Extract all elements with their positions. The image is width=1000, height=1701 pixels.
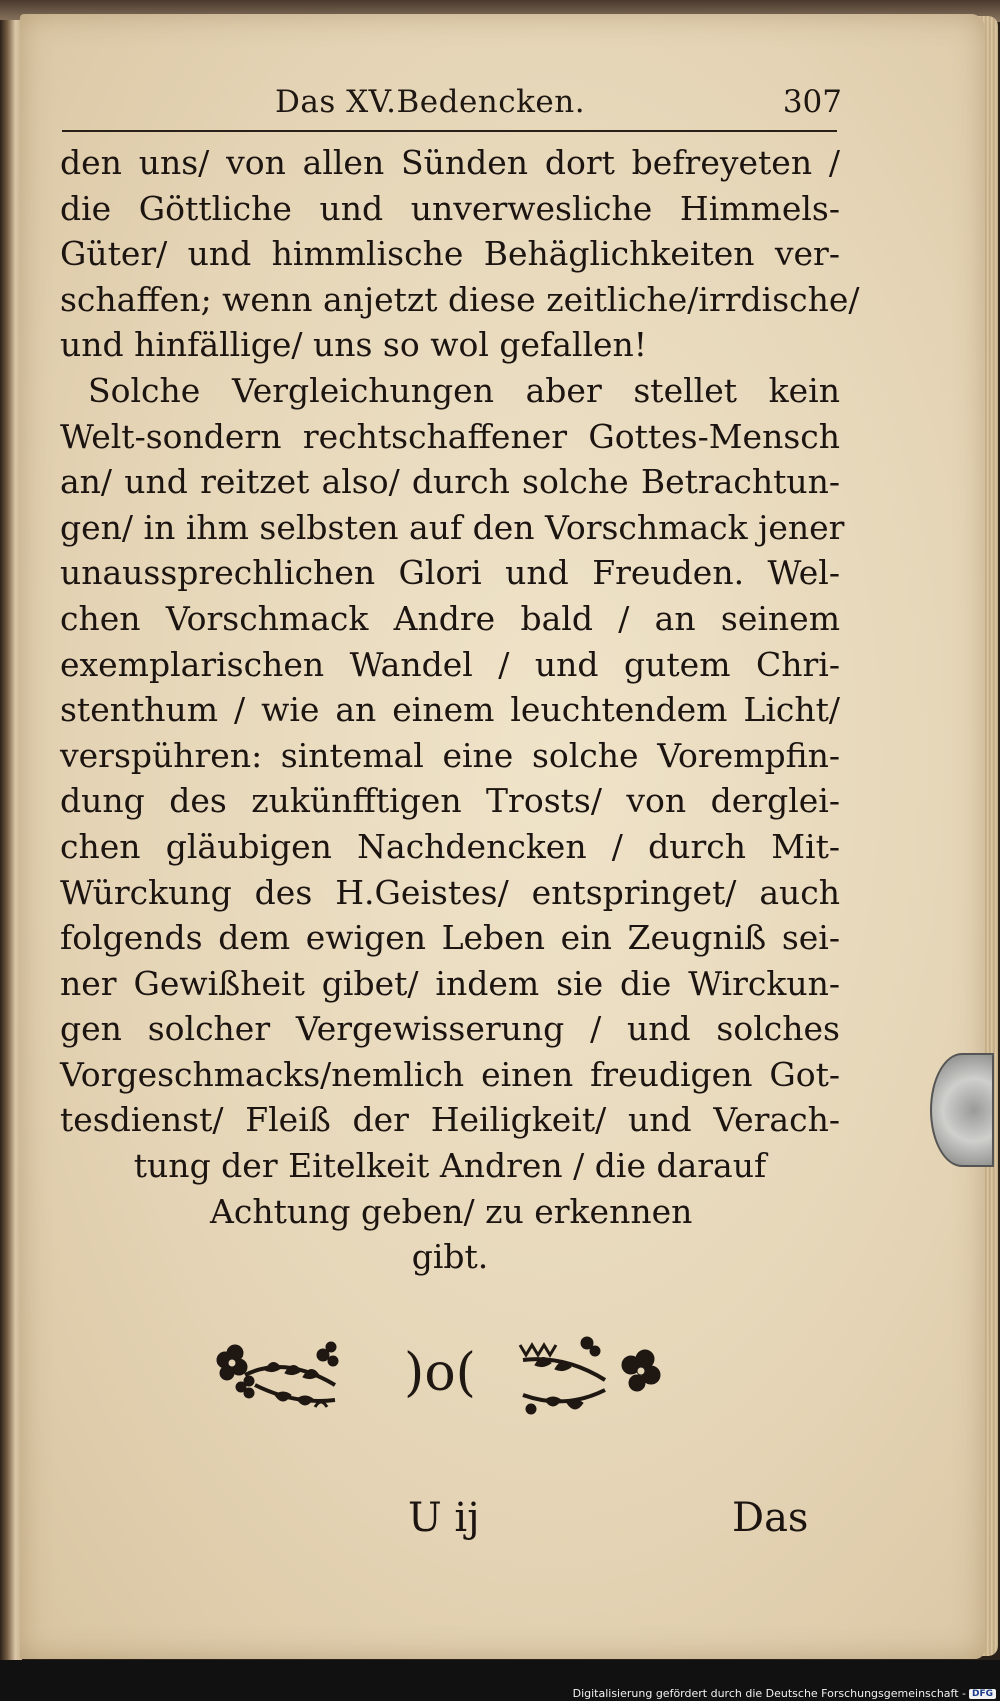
signature-mark: U ij — [408, 1495, 480, 1541]
text-line: gibt. — [411, 1237, 489, 1277]
text-line: und hinfällige/ uns so wol gefallen! — [60, 325, 648, 365]
text-line: ner Gewißheit gibet/ indem sie die Wirckun- — [60, 963, 840, 1003]
left-floral-icon — [217, 1342, 338, 1407]
body-text — [60, 140, 860, 1280]
book-binding-edge — [0, 20, 22, 1660]
text-line: Vorgeschmacks/nemlich einen freudigen Got- — [60, 1054, 840, 1094]
text-line: stenthum / wie an einem leuchtendem Licht/ — [60, 690, 840, 730]
text-line: an/ und reitzet also/ durch solche Betrachtun- — [60, 462, 840, 502]
text-line: dung des zukünfftigen Trosts/ von derglei- — [60, 781, 840, 821]
text-line: gen/ in ihm selbsten auf den Vorschmack jener — [60, 507, 845, 547]
metal-clip — [930, 1053, 994, 1167]
text-line: Solche Vergleichungen aber stellet kein — [88, 370, 840, 410]
dfg-logo-icon: DFG — [969, 1689, 996, 1699]
catchword: Das — [732, 1495, 809, 1541]
right-floral-icon — [520, 1337, 660, 1414]
digitization-credit — [573, 1686, 996, 1701]
page-header — [60, 84, 840, 136]
text-line: unaussprechlichen Glori und Freuden. Wel- — [60, 553, 840, 593]
text-line: exemplarischen Wandel / und gutem Chri- — [60, 644, 840, 684]
text-line: tesdienst/ Fleiß der Heiligkeit/ und Verach- — [60, 1100, 840, 1140]
text-line: chen Vorschmack Andre bald / an seinem — [60, 598, 840, 638]
text-line: Welt-sondern rechtschaffener Gottes-Mensch — [60, 416, 840, 456]
text-line: Achtung geben/ zu erkennen — [210, 1191, 693, 1231]
text-line: verspühren: sintemal eine solche Vorempfin- — [60, 735, 840, 775]
page-number: 307 — [782, 84, 842, 120]
text-line: gen solcher Vergewisserung / und solches — [60, 1009, 840, 1049]
header-rule — [62, 130, 837, 132]
ornament-center-text: )o( — [404, 1343, 476, 1403]
credit-text: Digitalisierung gefördert durch die Deutsche Forschungsgemeinschaft - — [572, 1687, 966, 1700]
text-line: tung der Eitelkeit Andren / die darauf — [133, 1146, 767, 1186]
text-line: folgends dem ewigen Leben ein Zeugniß sei- — [60, 918, 840, 958]
printer-ornament — [205, 1325, 675, 1420]
running-head: Das XV.Bedencken. — [275, 84, 586, 120]
text-line: den uns/ von allen Sünden dort befreyeten / — [60, 143, 840, 182]
text-line: die Göttliche und unverwesliche Himmels- — [60, 188, 840, 228]
text-line: chen gläubigen Nachdencken / durch Mit- — [60, 826, 840, 866]
text-line: Güter/ und himmlische Behäglichkeiten ver- — [60, 234, 840, 274]
text-line: schaffen; wenn anjetzt diese zeitliche/irrdische/ — [60, 279, 860, 319]
previous-page-sliver — [2, 170, 16, 1370]
text-line: Würckung des H.Geistes/ entspringet/ auch — [60, 872, 840, 912]
